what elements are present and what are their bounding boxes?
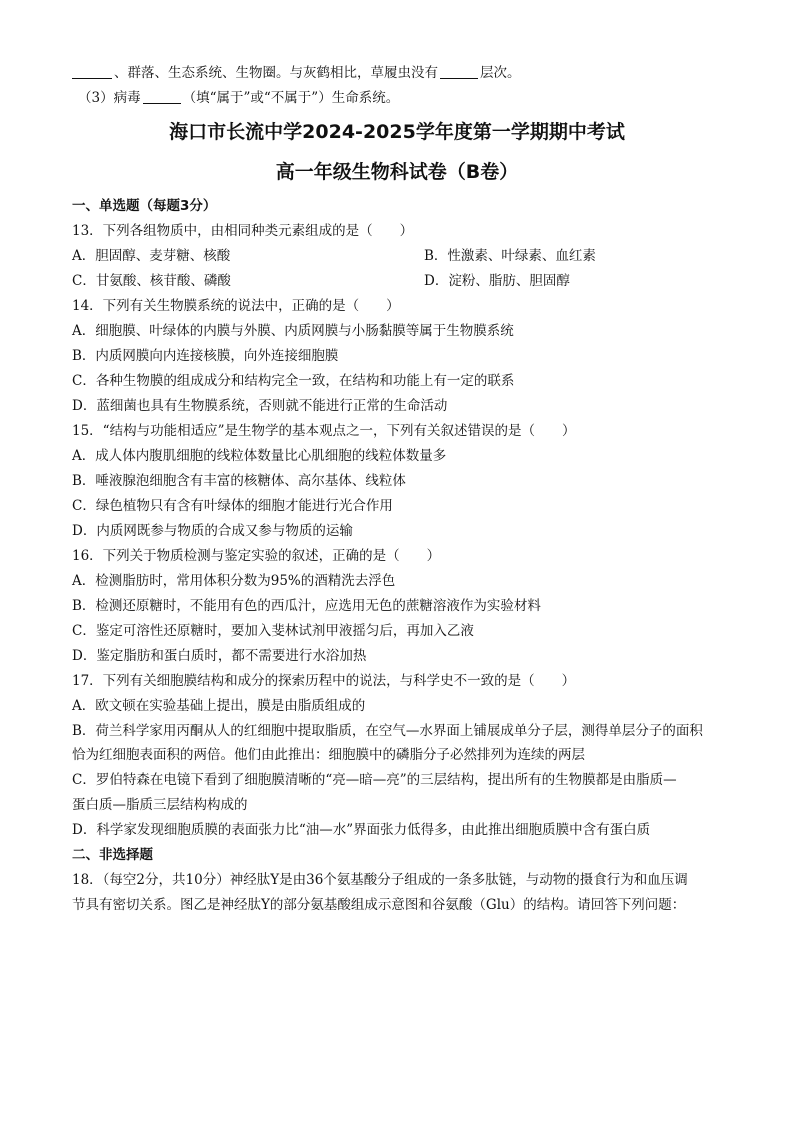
option-b[interactable]: B．荷兰科学家用丙酮从人的红细胞中提取脂质，在空气—水界面上铺展成单分子层，测得单层分子的面积 bbox=[72, 723, 703, 739]
option-d[interactable]: D．内质网既参与物质的合成又参与物质的运输 bbox=[72, 523, 353, 539]
option-c-continued: 蛋白质—脂质三层结构构成的 bbox=[72, 797, 248, 813]
option-row bbox=[72, 247, 596, 265]
answer-blank[interactable] bbox=[440, 65, 478, 79]
option-a[interactable]: A．欧文顿在实验基础上提出，膜是由脂质组成的 bbox=[72, 698, 366, 714]
answer-blank[interactable] bbox=[72, 65, 112, 79]
carryover-text: 、群落、生态系统、生物圈。与灰鹤相比，草履虫没有 bbox=[114, 65, 438, 81]
option-c[interactable]: C．绿色植物只有含有叶绿体的细胞才能进行光合作用 bbox=[72, 498, 393, 514]
option-a[interactable]: A．检测脂肪时，常用体积分数为95%的酒精洗去浮色 bbox=[72, 573, 396, 589]
carryover-text: （填“属于”或“不属于”）生命系统。 bbox=[182, 90, 400, 106]
carryover-line-2 bbox=[78, 89, 399, 107]
option-a[interactable]: A．细胞膜、叶绿体的内膜与外膜、内质网膜与小肠黏膜等属于生物膜系统 bbox=[72, 323, 514, 339]
carryover-line-1 bbox=[72, 64, 521, 82]
option-b[interactable]: B．唾液腺泡细胞含有丰富的核糖体、高尔基体、线粒体 bbox=[72, 473, 406, 489]
question-stem: 16．下列关于物质检测与鉴定实验的叙述，正确的是（ ） bbox=[72, 548, 441, 564]
option-c[interactable]: C．罗伯特森在电镜下看到了细胞膜清晰的“亮—暗—亮”的三层结构，提出所有的生物膜都是由脂质— bbox=[72, 772, 677, 788]
question-stem: 15．“结构与功能相适应”是生物学的基本观点之一，下列有关叙述错误的是（ ） bbox=[72, 423, 576, 439]
option-b-continued: 恰为红细胞表面积的两倍。他们由此推出：细胞膜中的磷脂分子必然排列为连续的两层 bbox=[72, 747, 585, 763]
option-c[interactable]: C．各种生物膜的组成成分和结构完全一致，在结构和功能上有一定的联系 bbox=[72, 373, 515, 389]
option-a[interactable]: A．胆固醇、麦芽糖、核酸 bbox=[72, 248, 231, 264]
answer-blank[interactable] bbox=[143, 90, 181, 104]
option-d[interactable]: D．科学家发现细胞质膜的表面张力比“油—水”界面张力低得多，由此推出细胞质膜中含有蛋白质 bbox=[72, 822, 651, 838]
option-d[interactable]: D．鉴定脂肪和蛋白质时，都不需要进行水浴加热 bbox=[72, 648, 367, 664]
exam-subtitle: 高一年级生物科试卷（B卷） bbox=[275, 161, 519, 183]
question-stem: 14．下列有关生物膜系统的说法中，正确的是（ ） bbox=[72, 298, 400, 314]
option-a[interactable]: A．成人体内腹肌细胞的线粒体数量比心肌细胞的线粒体数量多 bbox=[72, 448, 447, 464]
question-stem: 18．（每空2分，共10分）神经肽Y是由36个氨基酸分子组成的一条多肽链，与动物的摄食行为和血压调 bbox=[72, 872, 688, 888]
option-d[interactable]: D．蓝细菌也具有生物膜系统，否则就不能进行正常的生命活动 bbox=[72, 398, 448, 414]
section-heading: 二、非选择题 bbox=[72, 847, 153, 863]
option-d[interactable]: D．淀粉、脂肪、胆固醇 bbox=[424, 273, 570, 289]
option-b[interactable]: B．检测还原糖时，不能用有色的西瓜汁，应选用无色的蔗糖溶液作为实验材料 bbox=[72, 598, 541, 614]
section-heading: 一、单选题（每题3分） bbox=[72, 198, 217, 214]
option-c[interactable]: C．甘氨酸、核苷酸、磷酸 bbox=[72, 273, 231, 289]
option-b[interactable]: B．性激素、叶绿素、血红素 bbox=[424, 248, 596, 264]
exam-title: 海口市长流中学2024-2025学年度第一学期期中考试 bbox=[169, 121, 625, 143]
carryover-text: 层次。 bbox=[480, 65, 521, 81]
option-c[interactable]: C．鉴定可溶性还原糖时，要加入斐林试剂甲液摇匀后，再加入乙液 bbox=[72, 623, 474, 639]
question-stem-continued: 节具有密切关系。图乙是神经肽Y的部分氨基酸组成示意图和谷氨酸（Glu）的结构。请回答下列问题： bbox=[72, 897, 686, 913]
question-stem: 17．下列有关细胞膜结构和成分的探索历程中的说法，与科学史不一致的是（ ） bbox=[72, 673, 576, 689]
option-b[interactable]: B．内质网膜向内连接核膜，向外连接细胞膜 bbox=[72, 348, 339, 364]
carryover-text: （3）病毒 bbox=[78, 90, 141, 106]
question-stem: 13．下列各组物质中，由相同种类元素组成的是（ ） bbox=[72, 223, 414, 239]
option-row bbox=[72, 272, 570, 290]
